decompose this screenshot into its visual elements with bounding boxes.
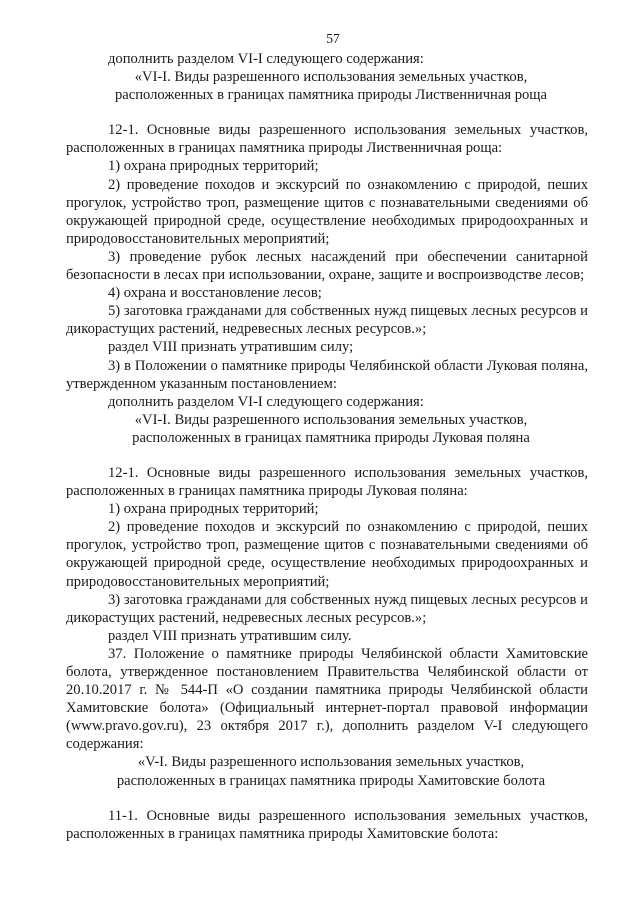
paragraph: 12-1. Основные виды разрешенного использования земельных участков, расположенных в границах памятника природы Луковая поляна: [66,464,588,500]
section-title [66,753,588,789]
paragraph: 3) заготовка гражданами для собственных нужд пищевых лесных ресурсов и дикорастущих растений, недревесных лесных ресурсов.»; [66,591,588,626]
paragraph: 2) проведение походов и экскурсий по ознакомлению с природой, пеших прогулок, устройство троп, размещение щитов с познавательными сведениями об окружающей природной среде, осуществление необходимых природоохранных и природовосстановительных мероприятий; [66,176,588,247]
paragraph: 3) проведение рубок лесных насаждений при обеспечении санитарной безопасности в лесах при использовании, охране, защите и воспроизводстве лесов; [66,248,588,284]
paragraph: 2) проведение походов и экскурсий по ознакомлению с природой, пеших прогулок, устройство троп, размещение щитов с познавательными сведениями об окружающей природной среде, осуществление необходимых природоохранных и природовосстановительных мероприятий; [66,519,588,590]
paragraph: 11-1. Основные виды разрешенного использования земельных участков, расположенных в границах памятника природы Хамитовские болота: [66,807,588,842]
paragraph: 1) охрана природных территорий; [108,158,319,175]
paragraph: 5) заготовка гражданами для собственных нужд пищевых лесных ресурсов и дикорастущих растений, недревесных лесных ресурсов.»; [66,303,588,338]
paragraph: 12-1. Основные виды разрешенного использования земельных участков, расположенных в границах памятника природы Лиственничная роща: [66,122,588,157]
section-title-line: расположенных в границах памятника природы Луковая поляна [132,429,530,446]
section-title [66,411,588,447]
paragraph: 3) в Положении о памятнике природы Челябинской области Луковая поляна, утвержденном указанным постановлением: [66,357,588,392]
paragraph: 4) охрана и восстановление лесов; [108,285,322,302]
paragraph: 1) охрана природных территорий; [108,501,319,518]
paragraph: дополнить разделом VI-I следующего содержания: [108,51,424,67]
paragraph: раздел VIII признать утратившим силу; [108,339,354,356]
section-title-line: расположенных в границах памятника природы Хамитовские болота [116,772,546,789]
blank-line [66,790,588,807]
section-title-line: «V-I. Виды разрешенного использования земельных участков, [137,754,525,771]
paragraph: 37. Положение о памятнике природы Челябинской области Хамитовские болота, утвержденное постановлением Правительства Челябинской области от 20.10.2017 г. № 544-П «О создании памятника природы Челябинской области Хамитовские болота» (Официальный интернет-портал правовой информации (www.pravo.gov.ru), 23 октября 2017 г.), дополнить разделом V-I следующего содержания: [66,645,588,753]
section-title-line: «VI-I. Виды разрешенного использования земельных участков, [134,411,528,428]
blank-line [66,104,588,121]
section-title-line: расположенных в границах памятника природы Лиственничная роща [114,87,548,104]
section-title-line: «VI-I. Виды разрешенного использования земельных участков, [134,69,528,86]
blank-line [66,447,588,464]
paragraph: дополнить разделом VI-I следующего содержания: [108,393,424,410]
paragraph: раздел VIII признать утратившим силу. [108,627,352,644]
page-number: 57 [326,31,340,46]
section-title [66,68,588,104]
document-body [66,50,588,843]
